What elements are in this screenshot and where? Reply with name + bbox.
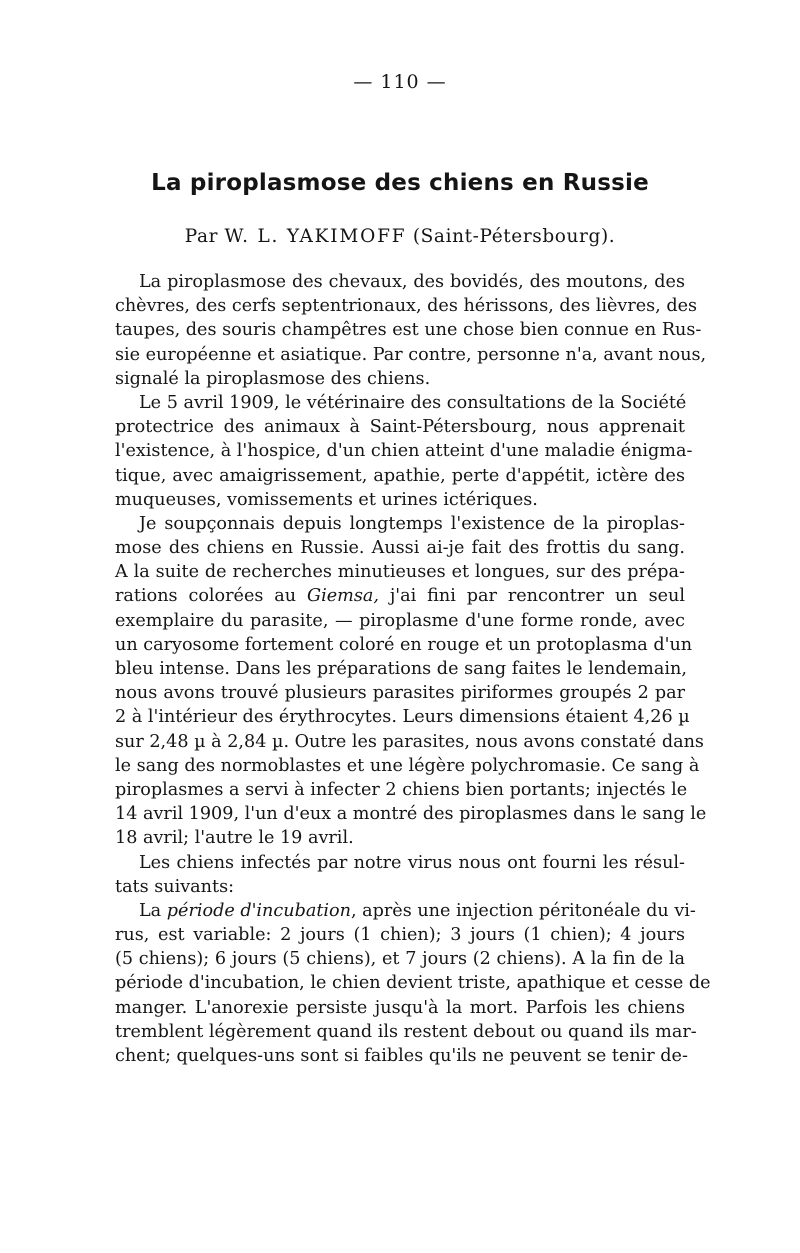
text-fragment: , après une injection péritonéale du vi- [350,900,696,921]
text-line: l'existence, à l'hospice, d'un chien atteint d'une maladie énigma- [115,441,693,462]
text-line: nous avons trouvé plusieurs parasites piriformes groupés 2 par [115,683,685,704]
text-line: protectrice des animaux à Saint-Pétersbourg, nous apprenait [115,417,685,438]
byline [0,226,800,247]
text-line: Les chiens infectés par notre virus nous ont fourni les résul- [139,852,685,873]
text-line: le sang des normoblastes et une légère polychromasie. Ce sang à [115,755,700,776]
text-line: Le 5 avril 1909, le vétérinaire des consultations de la Société [139,392,687,413]
page-number: — 110 — [353,71,447,93]
text-line: sie européenne et asiatique. Par contre, personne n'a, avant nous, [115,344,707,365]
text-fragment: La [139,900,167,921]
text-line: chèvres, des cerfs septentrionaux, des hérissons, des lièvres, des [115,296,698,317]
text-line: sur 2,48 µ à 2,84 µ. Outre les parasites, nous avons constaté dans [115,731,704,752]
text-line [115,584,685,608]
text-line: tats suivants: [115,876,235,897]
text-line: exemplaire du parasite, — piroplasme d'une forme ronde, avec [115,610,685,631]
author-affiliation: (Saint-Pétersbourg). [412,226,616,247]
text-line: 18 avril; l'autre le 19 avril. [115,828,354,849]
text-line: 2 à l'intérieur des érythrocytes. Leurs dimensions étaient 4,26 µ [115,707,690,728]
text-line [115,899,696,923]
italic-term-incubation: période d'incubation [166,900,351,921]
text-line: chent; quelques-uns sont si faibles qu'ils ne peuvent se tenir de- [115,1046,688,1066]
text-line: (5 chiens); 6 jours (5 chiens), et 7 jours (2 chiens). A la fin de la [115,949,685,970]
text-line: Je soupçonnais depuis longtemps l'existence de la piroplas- [139,513,685,534]
text-line: piroplasmes a servi à infecter 2 chiens bien portants; injectés le [115,779,688,800]
text-line: mose des chiens en Russie. Aussi ai-je fait des frottis du sang. [115,538,685,559]
byline-prefix: Par [184,226,219,247]
article-body [115,270,711,1068]
article-title: La piroplasmose des chiens en Russie [151,170,649,196]
text-fragment: rations colorées au [115,586,308,607]
text-line: manger. L'anorexie persiste jusqu'à la mort. Parfois les chiens [115,997,685,1018]
italic-term-giemsa: Giemsa, [307,586,379,607]
text-line: rus, est variable: 2 jours (1 chien); 3 jours (1 chien); 4 jours [115,925,685,946]
text-line: tremblent légèrement quand ils restent debout ou quand ils mar- [115,1021,697,1042]
text-fragment: j'ai fini par rencontrer un seul [378,586,685,607]
text-line: bleu intense. Dans les préparations de sang faites le lendemain, [115,659,687,679]
text-line: muqueuses, vomissements et urines ictériques. [115,489,538,510]
text-line: 14 avril 1909, l'un d'eux a montré des piroplasmes dans le sang le [115,804,707,825]
text-line: La piroplasmose des chevaux, des bovidés, des moutons, des [139,272,685,292]
text-line: tique, avec amaigrissement, apathie, perte d'appétit, ictère des [115,465,685,486]
text-line: taupes, des souris champêtres est une chose bien connue en Rus- [115,320,702,341]
author-name: W. L. YAKIMOFF [224,226,407,247]
text-line: A la suite de recherches minutieuses et longues, sur des prépa- [115,562,685,583]
text-line: signalé la piroplasmose des chiens. [115,368,431,389]
text-line: période d'incubation, le chien devient triste, apathique et cesse de [115,973,711,994]
text-line: un caryosome fortement coloré en rouge et un protoplasma d'un [115,634,693,655]
